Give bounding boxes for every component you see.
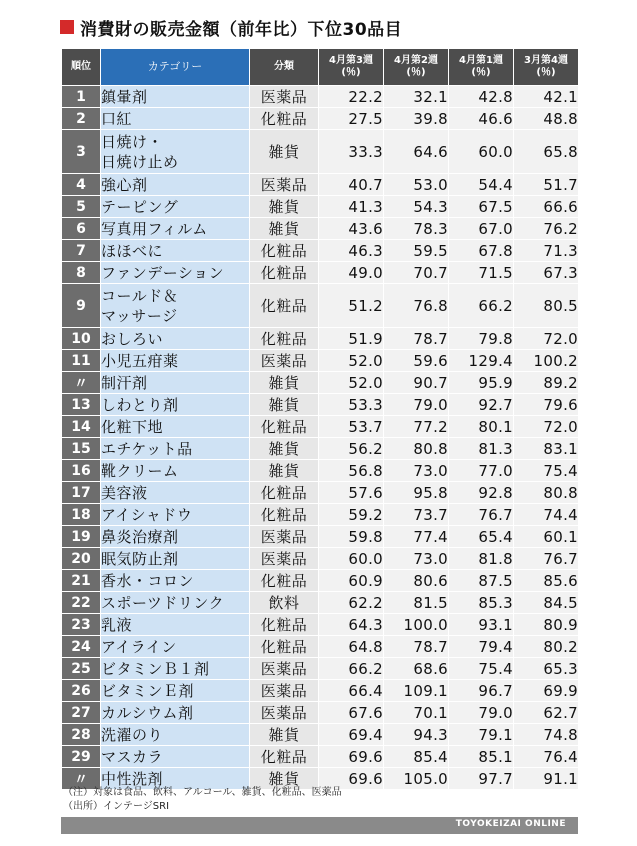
rank-cell: 21 [62,570,101,592]
category-line: カルシウム剤 [101,703,194,722]
header-week-3-label: 4月第1週 [459,55,503,66]
header-week-4-label: 3月第4週 [524,55,568,66]
category-line: マッサージ [101,306,178,325]
table-row [62,482,579,504]
header-category: カテゴリー [101,49,250,86]
table-row [62,570,579,592]
value-cell: 84.5 [514,592,579,614]
value-cell: 75.4 [514,460,579,482]
table-row [62,636,579,658]
table-row [62,240,579,262]
value-cell: 22.2 [319,86,384,108]
table-row [62,108,579,130]
value-cell: 46.3 [319,240,384,262]
rank-cell: 15 [62,438,101,460]
value-cell: 60.0 [449,130,514,174]
class-cell: 飲料 [250,592,319,614]
value-cell: 65.4 [449,526,514,548]
value-cell: 72.0 [514,416,579,438]
rank-cell: 27 [62,702,101,724]
value-cell: 76.7 [449,504,514,526]
category-line: 小児五疳薬 [101,351,179,370]
value-cell: 90.7 [384,372,449,394]
value-cell: 77.0 [449,460,514,482]
value-cell: 80.5 [514,284,579,328]
value-cell: 42.1 [514,86,579,108]
category-line: テーピング [101,197,179,216]
category-cell [101,86,250,108]
value-cell: 52.0 [319,350,384,372]
category-line: 鼻炎治療剤 [101,527,179,546]
value-cell: 67.5 [449,196,514,218]
value-cell: 33.3 [319,130,384,174]
value-cell: 78.3 [384,218,449,240]
header-week-1-unit: (％) [341,67,361,78]
header-week-1 [319,49,384,86]
rank-cell: 4 [62,174,101,196]
header-week-2-unit: (％) [406,67,426,78]
category-cell [101,328,250,350]
header-rank: 順位 [62,49,101,86]
footer-credit: TOYOKEIZAI ONLINE [455,819,566,829]
value-cell: 66.6 [514,196,579,218]
class-cell: 医薬品 [250,548,319,570]
value-cell: 79.0 [449,702,514,724]
value-cell: 59.2 [319,504,384,526]
notes [63,786,342,814]
value-cell: 79.0 [384,394,449,416]
table-row [62,592,579,614]
value-cell: 76.8 [384,284,449,328]
value-cell: 97.7 [449,768,514,790]
class-cell: 化粧品 [250,240,319,262]
table-row [62,218,579,240]
class-cell: 医薬品 [250,350,319,372]
value-cell: 80.9 [514,614,579,636]
table-row [62,372,579,394]
category-cell [101,724,250,746]
value-cell: 93.1 [449,614,514,636]
value-cell: 56.2 [319,438,384,460]
value-cell: 73.7 [384,504,449,526]
value-cell: 64.8 [319,636,384,658]
value-cell: 54.4 [449,174,514,196]
value-cell: 81.8 [449,548,514,570]
value-cell: 71.5 [449,262,514,284]
value-cell: 53.0 [384,174,449,196]
class-cell: 雑貨 [250,768,319,790]
value-cell: 60.0 [319,548,384,570]
value-cell: 79.8 [449,328,514,350]
class-cell: 化粧品 [250,570,319,592]
class-cell: 医薬品 [250,174,319,196]
value-cell: 59.5 [384,240,449,262]
category-cell [101,482,250,504]
rank-cell: 9 [62,284,101,328]
category-line: ほほべに [101,241,164,260]
value-cell: 83.1 [514,438,579,460]
category-cell [101,394,250,416]
header-week-1-label: 4月第3週 [329,55,373,66]
table-row [62,130,579,174]
value-cell: 74.8 [514,724,579,746]
value-cell: 79.6 [514,394,579,416]
value-cell: 72.0 [514,328,579,350]
category-cell [101,372,250,394]
table-row [62,460,579,482]
value-cell: 40.7 [319,174,384,196]
value-cell: 89.2 [514,372,579,394]
rank-cell: 23 [62,614,101,636]
category-line: 洗濯のり [101,725,164,744]
rank-cell: 20 [62,548,101,570]
value-cell: 79.1 [449,724,514,746]
value-cell: 64.6 [384,130,449,174]
category-line: 美容液 [101,483,148,502]
value-cell: 39.8 [384,108,449,130]
category-cell [101,130,250,174]
value-cell: 81.5 [384,592,449,614]
class-cell: 雑貨 [250,196,319,218]
value-cell: 78.7 [384,328,449,350]
note-source: （出所）インテージSRI [63,801,170,812]
table-row [62,416,579,438]
value-cell: 65.8 [514,130,579,174]
category-line: しわとり剤 [101,395,179,414]
table-row [62,746,579,768]
value-cell: 65.3 [514,658,579,680]
value-cell: 66.2 [319,658,384,680]
rank-cell: 26 [62,680,101,702]
category-cell [101,438,250,460]
category-cell [101,262,250,284]
value-cell: 73.0 [384,548,449,570]
value-cell: 92.8 [449,482,514,504]
category-cell [101,504,250,526]
title-text: 消費財の販売金額（前年比）下位30品目 [80,19,403,40]
class-cell: 医薬品 [250,702,319,724]
header-class: 分類 [250,49,319,86]
rank-cell: 24 [62,636,101,658]
class-cell: 化粧品 [250,746,319,768]
value-cell: 68.6 [384,658,449,680]
table-row [62,724,579,746]
table-row [62,504,579,526]
table-row [62,328,579,350]
category-cell [101,284,250,328]
table-row [62,548,579,570]
class-cell: 化粧品 [250,108,319,130]
class-cell: 雑貨 [250,724,319,746]
value-cell: 92.7 [449,394,514,416]
value-cell: 85.3 [449,592,514,614]
note-target: （注）対象は食品、飲料、アルコール、雑貨、化粧品、医薬品 [63,787,342,798]
category-cell [101,614,250,636]
class-cell: 化粧品 [250,614,319,636]
class-cell: 雑貨 [250,460,319,482]
category-cell [101,680,250,702]
header-week-2 [384,49,449,86]
category-line: 日焼け・ [101,132,164,151]
category-line: 写真用フィルム [101,219,208,238]
class-cell: 雑貨 [250,394,319,416]
page-title [60,12,402,42]
value-cell: 80.2 [514,636,579,658]
rank-cell: 11 [62,350,101,372]
category-cell [101,746,250,768]
category-cell [101,350,250,372]
header-week-3 [449,49,514,86]
value-cell: 52.0 [319,372,384,394]
value-cell: 49.0 [319,262,384,284]
rank-cell: 19 [62,526,101,548]
table-row [62,86,579,108]
category-line: アイシャドウ [101,505,193,524]
category-line: 口紅 [101,109,133,128]
category-line: 中性洗剤 [101,769,164,788]
rank-cell: 28 [62,724,101,746]
value-cell: 94.3 [384,724,449,746]
rank-cell: 〃 [62,372,101,394]
rank-cell: 17 [62,482,101,504]
value-cell: 76.7 [514,548,579,570]
category-cell [101,240,250,262]
rank-cell: 25 [62,658,101,680]
value-cell: 53.7 [319,416,384,438]
value-cell: 74.4 [514,504,579,526]
category-cell [101,526,250,548]
value-cell: 59.6 [384,350,449,372]
value-cell: 81.3 [449,438,514,460]
category-cell [101,548,250,570]
value-cell: 77.4 [384,526,449,548]
category-line: コールド＆ [101,286,179,305]
category-line: 制汗剤 [101,373,148,392]
footer-bar [61,817,578,834]
value-cell: 46.6 [449,108,514,130]
value-cell: 70.7 [384,262,449,284]
rank-cell: 13 [62,394,101,416]
class-cell: 化粧品 [250,482,319,504]
value-cell: 69.4 [319,724,384,746]
value-cell: 43.6 [319,218,384,240]
value-cell: 80.8 [514,482,579,504]
class-cell: 化粧品 [250,416,319,438]
rank-cell: 3 [62,130,101,174]
category-line: アイライン [101,637,177,656]
category-cell [101,174,250,196]
value-cell: 129.4 [449,350,514,372]
category-line: スポーツドリンク [101,593,225,612]
value-cell: 85.1 [449,746,514,768]
rank-cell: 14 [62,416,101,438]
value-cell: 69.6 [319,746,384,768]
value-cell: 56.8 [319,460,384,482]
table-row [62,196,579,218]
rank-cell: 22 [62,592,101,614]
value-cell: 77.2 [384,416,449,438]
class-cell: 化粧品 [250,284,319,328]
rank-cell: 8 [62,262,101,284]
category-line: ファンデーション [101,263,225,282]
value-cell: 87.5 [449,570,514,592]
value-cell: 80.6 [384,570,449,592]
rank-cell: 7 [62,240,101,262]
table-row [62,658,579,680]
value-cell: 85.6 [514,570,579,592]
rank-cell: 2 [62,108,101,130]
table-row [62,614,579,636]
header-week-3-unit: (％) [471,67,491,78]
value-cell: 67.8 [449,240,514,262]
value-cell: 66.4 [319,680,384,702]
category-cell [101,416,250,438]
value-cell: 95.8 [384,482,449,504]
value-cell: 60.9 [319,570,384,592]
rank-cell: 10 [62,328,101,350]
category-line: 鎮暈剤 [101,87,148,106]
value-cell: 57.6 [319,482,384,504]
category-line: 強心剤 [101,175,148,194]
class-cell: 雑貨 [250,438,319,460]
value-cell: 96.7 [449,680,514,702]
value-cell: 79.4 [449,636,514,658]
category-line: 日焼け止め [101,152,179,171]
header-week-2-label: 4月第2週 [394,55,438,66]
class-cell: 化粧品 [250,262,319,284]
category-cell [101,218,250,240]
value-cell: 41.3 [319,196,384,218]
value-cell: 53.3 [319,394,384,416]
table-row [62,394,579,416]
value-cell: 48.8 [514,108,579,130]
category-cell [101,702,250,724]
value-cell: 64.3 [319,614,384,636]
category-line: 眠気防止剤 [101,549,179,568]
class-cell: 化粧品 [250,636,319,658]
value-cell: 95.9 [449,372,514,394]
value-cell: 80.1 [449,416,514,438]
table-row [62,438,579,460]
value-cell: 100.0 [384,614,449,636]
value-cell: 27.5 [319,108,384,130]
value-cell: 51.9 [319,328,384,350]
value-cell: 60.1 [514,526,579,548]
value-cell: 51.7 [514,174,579,196]
value-cell: 70.1 [384,702,449,724]
table-row [62,350,579,372]
value-cell: 67.0 [449,218,514,240]
value-cell: 80.8 [384,438,449,460]
category-line: 化粧下地 [101,417,164,436]
table-row [62,174,579,196]
class-cell: 化粧品 [250,328,319,350]
category-line: ビタミンＥ剤 [101,681,195,700]
value-cell: 76.4 [514,746,579,768]
value-cell: 67.6 [319,702,384,724]
value-cell: 76.2 [514,218,579,240]
class-cell: 医薬品 [250,658,319,680]
rank-cell: 1 [62,86,101,108]
category-line: エチケット品 [101,439,193,458]
rank-cell: 16 [62,460,101,482]
category-line: 乳液 [101,615,133,634]
class-cell: 雑貨 [250,372,319,394]
category-cell [101,592,250,614]
category-cell [101,460,250,482]
category-line: 香水・コロン [101,571,195,590]
value-cell: 66.2 [449,284,514,328]
category-line: マスカラ [101,747,164,766]
table-body [62,86,579,790]
value-cell: 42.8 [449,86,514,108]
rank-cell: 29 [62,746,101,768]
table-header-row [62,49,579,86]
value-cell: 71.3 [514,240,579,262]
table-row [62,284,579,328]
value-cell: 105.0 [384,768,449,790]
value-cell: 67.3 [514,262,579,284]
category-line: 靴クリーム [101,461,179,480]
category-cell [101,108,250,130]
value-cell: 51.2 [319,284,384,328]
class-cell: 化粧品 [250,504,319,526]
value-cell: 69.6 [319,768,384,790]
value-cell: 73.0 [384,460,449,482]
value-cell: 32.1 [384,86,449,108]
category-line: ビタミンＢ１剤 [101,659,210,678]
table-row [62,680,579,702]
table-row [62,702,579,724]
class-cell: 医薬品 [250,86,319,108]
value-cell: 78.7 [384,636,449,658]
value-cell: 62.2 [319,592,384,614]
rank-cell: 5 [62,196,101,218]
table-row [62,526,579,548]
class-cell: 雑貨 [250,218,319,240]
class-cell: 医薬品 [250,526,319,548]
category-cell [101,636,250,658]
class-cell: 雑貨 [250,130,319,174]
value-cell: 109.1 [384,680,449,702]
value-cell: 54.3 [384,196,449,218]
class-cell: 医薬品 [250,680,319,702]
category-cell [101,658,250,680]
rank-cell: 6 [62,218,101,240]
value-cell: 62.7 [514,702,579,724]
category-line: おしろい [101,329,164,348]
rank-cell: 〃 [62,768,101,790]
value-cell: 69.9 [514,680,579,702]
rank-cell: 18 [62,504,101,526]
header-week-4 [514,49,579,86]
value-cell: 100.2 [514,350,579,372]
category-cell [101,196,250,218]
category-cell [101,570,250,592]
value-cell: 91.1 [514,768,579,790]
header-week-4-unit: (％) [536,67,556,78]
ranking-table [61,48,579,790]
value-cell: 75.4 [449,658,514,680]
table-row [62,262,579,284]
value-cell: 85.4 [384,746,449,768]
value-cell: 59.8 [319,526,384,548]
title-marker-icon [60,20,74,34]
